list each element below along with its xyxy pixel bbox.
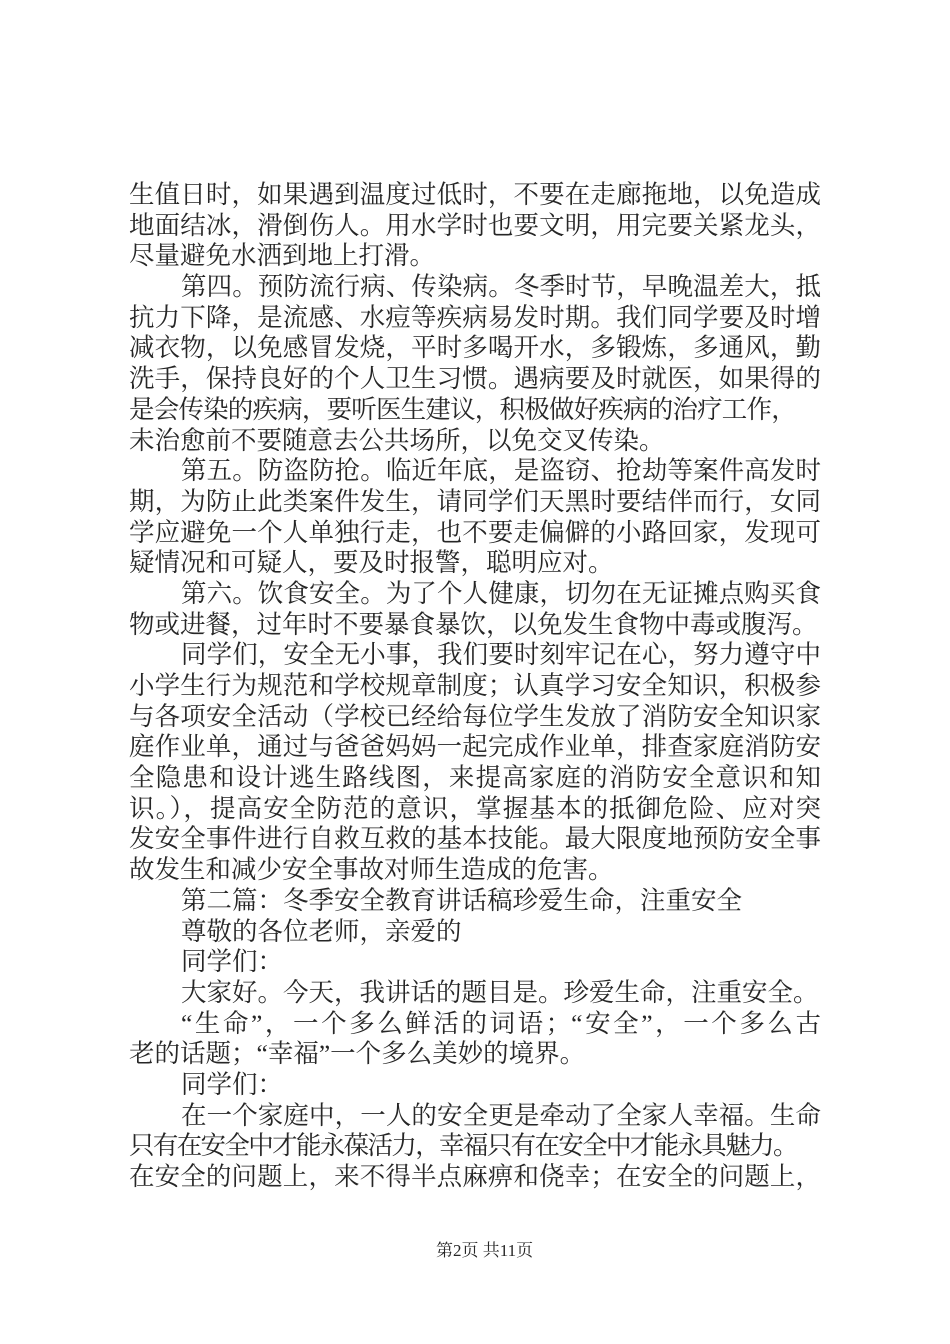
text-line: 故发生和减少安全事故对师生造成的危害。 bbox=[129, 855, 614, 885]
text-line: 只有在安全中才能永葆活力，幸福只有在安全中才能永具魅力。 bbox=[129, 1131, 797, 1161]
text-line: 识。），提高安全防范的意识，掌握基本的抵御危险、应对突 bbox=[129, 793, 821, 823]
text-line: 减衣物，以免感冒发烧，平时多喝开水，多锻炼，多通风，勤 bbox=[129, 333, 821, 363]
text-line: 全隐患和设计逃生路线图，来提高家庭的消防安全意识和知 bbox=[129, 763, 821, 793]
text-line: “生命”，一个多么鲜活的词语；“安全”，一个多么古 bbox=[181, 1008, 821, 1038]
document-body bbox=[129, 180, 821, 1193]
text-line: 洗手，保持良好的个人卫生习惯。遇病要及时就医，如果得的 bbox=[129, 364, 821, 394]
text-line: 大家好。今天，我讲话的题目是。珍爱生命，注重安全。 bbox=[181, 977, 819, 1007]
text-line: 物或进餐，过年时不要暴食暴饮，以免发生食物中毒或腹泻。 bbox=[129, 609, 818, 639]
text-line: 庭作业单，通过与爸爸妈妈一起完成作业单，排查家庭消防安 bbox=[129, 732, 821, 762]
text-line: 抗力下降，是流感、水痘等疾病易发时期。我们同学要及时增 bbox=[129, 302, 821, 332]
text-line: 期，为防止此类案件发生，请同学们天黑时要结伴而行，女同 bbox=[129, 486, 821, 516]
text-line: 第二篇：冬季安全教育讲话稿珍爱生命，注重安全 bbox=[181, 885, 743, 915]
text-line: 小学生行为规范和学校规章制度；认真学习安全知识，积极参 bbox=[129, 671, 821, 700]
text-line: 生值日时，如果遇到温度过低时，不要在走廊拖地，以免造成 bbox=[129, 180, 821, 209]
text-line: 第五。防盗防抢。临近年底，是盗窃、抢劫等案件高发时 bbox=[181, 456, 821, 486]
text-line: 学应避免一个人单独行走，也不要走偏僻的小路回家，发现可 bbox=[129, 517, 821, 547]
text-line: 疑情况和可疑人，要及时报警，聪明应对。 bbox=[129, 548, 614, 578]
text-line: 与各项安全活动（学校已经给每位学生发放了消防安全知识家 bbox=[129, 701, 821, 731]
text-line: 第四。预防流行病、传染病。冬季时节，早晚温差大，抵 bbox=[181, 272, 821, 302]
text-line: 同学们： bbox=[181, 1069, 284, 1099]
text-line: 地面结冰，滑倒伤人。用水学时也要文明，用完要关紧龙头， bbox=[129, 210, 821, 240]
text-line: 同学们： bbox=[181, 947, 284, 977]
text-line: 发安全事件进行自救互救的基本技能。最大限度地预防安全事 bbox=[129, 824, 821, 854]
page-number-label: 第2页 共11页 bbox=[436, 1241, 534, 1260]
text-line: 尊敬的各位老师，亲爱的 bbox=[181, 916, 462, 946]
text-line: 是会传染的疾病，要听医生建议，积极做好疾病的治疗工作， bbox=[129, 394, 796, 424]
text-line: 未治愈前不要随意去公共场所，以免交叉传染。 bbox=[129, 425, 665, 455]
text-line: 同学们，安全无小事，我们要时刻牢记在心，努力遵守中 bbox=[181, 640, 821, 670]
text-line: 在安全的问题上，来不得半点麻痹和侥幸；在安全的问题上， bbox=[129, 1162, 821, 1191]
text-line: 老的话题；“幸福”一个多么美妙的境界。 bbox=[129, 1039, 586, 1069]
text-line: 在一个家庭中，一人的安全更是牵动了全家人幸福。生命 bbox=[181, 1100, 821, 1130]
text-line: 尽量避免水洒到地上打滑。 bbox=[129, 241, 436, 271]
page-footer bbox=[436, 1241, 533, 1261]
text-line: 第六。饮食安全。为了个人健康，切勿在无证摊点购买食 bbox=[181, 578, 821, 608]
